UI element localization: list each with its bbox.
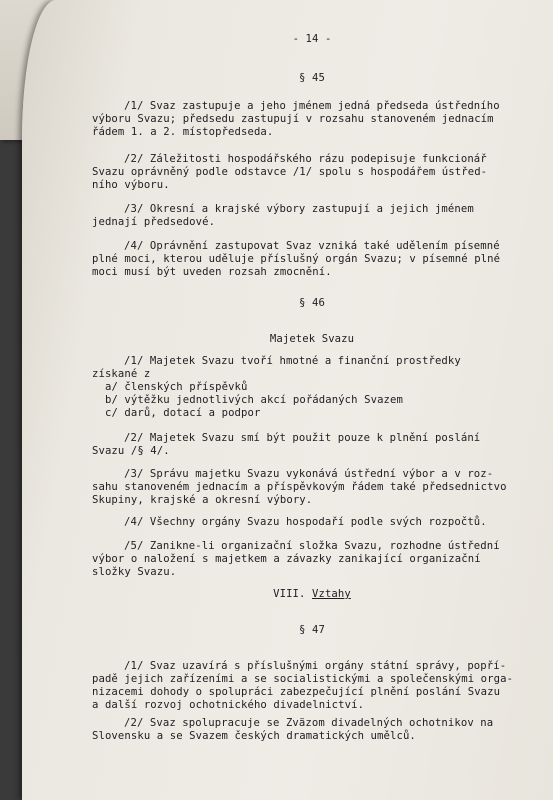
page-number: - 14 - (292, 33, 332, 45)
paragraph-line: složky Svazu. (92, 566, 177, 578)
paragraph-line: /5/ Zanikne-li organizační složka Svazu, rozhodne ústřední (124, 540, 500, 552)
paragraph-line: /4/ Oprávnění zastupovat Svaz vzniká také udělením písemné (124, 240, 500, 252)
paragraph-line: /4/ Všechny orgány Svazu hospodaří podle svých rozpočtů. (124, 516, 487, 528)
chapter-number: VIII. (273, 588, 306, 600)
paragraph-line: a další rozvoj ochotnického divadelnictví. (92, 699, 365, 711)
paragraph-line: /1/ Svaz zastupuje a jeho jménem jedná předseda ústředního (124, 100, 500, 112)
paragraph-line: /2/ Záležitosti hospodářského rázu podepisuje funkcionář (124, 153, 487, 165)
paragraph-line: moci musí být uveden rozsah zmocnění. (92, 266, 332, 278)
list-item: c/ darů, dotací a podpor (105, 407, 261, 419)
chapter-title: Vztahy (312, 588, 351, 600)
paragraph-line: ního výboru. (92, 179, 170, 191)
paragraph-line: sahu stanoveném jednacím a příspěvkovým řádem také předsednictvo (92, 481, 507, 493)
list-item: b/ výtěžku jednotlivých akcí pořádaných Svazem (105, 394, 403, 406)
document-page (22, 0, 553, 800)
paragraph-line: řádem 1. a 2. místopředseda. (92, 126, 274, 138)
section-47-heading: § 47 (299, 624, 325, 636)
paragraph-line: Slovensku a se Svazem českých dramatických umělců. (92, 730, 416, 742)
paragraph-line: Skupiny, krajské a okresní výbory. (92, 494, 313, 506)
paragraph-line: /2/ Majetek Svazu smí být použit pouze k plnění poslání (124, 432, 481, 444)
section-46-title: Majetek Svazu (269, 333, 355, 345)
paragraph-line: /3/ Okresní a krajské výbory zastupují a jejich jménem (124, 203, 474, 215)
paragraph-line: padě jejich zařízeními a se socialistickými a společenskými orga- (92, 673, 514, 685)
paragraph-line: výboru Svazu; předsedu zastupují v rozsahu stanoveném jednacím (92, 113, 494, 125)
paragraph-line: výbor o naložení s majetkem a závazky zanikající organizační (92, 553, 481, 565)
paragraph-line: jednají předsedové. (92, 216, 216, 228)
paragraph-line: /1/ Majetek Svazu tvoří hmotné a finanční prostředky (124, 355, 461, 367)
section-46-heading: § 46 (299, 297, 325, 309)
list-item: a/ členských příspěvků (105, 381, 248, 393)
paragraph-line: /2/ Svaz spolupracuje se Zväzom divadelných ochotnikov na (124, 717, 494, 729)
paragraph-line: /1/ Svaz uzavírá s příslušnými orgány státní správy, popří- (124, 660, 507, 672)
paragraph-line: Svazu /§ 4/. (92, 445, 170, 457)
paragraph-line: získané z (92, 368, 151, 380)
chapter-heading (92, 588, 532, 601)
paragraph-line: nizacemi dohody o spolupráci zabezpečující plnění poslání Svazu (92, 686, 501, 698)
section-45-heading: § 45 (299, 72, 325, 84)
paragraph-line: Svazu oprávněný podle odstavce /1/ spolu s hospodářem ústřed- (92, 166, 488, 178)
paragraph-line: plné moci, kterou uděluje příslušný orgán Svazu; v písemné plné (92, 253, 501, 265)
paragraph-line: /3/ Správu majetku Svazu vykonává ústřední výbor a v roz- (124, 468, 494, 480)
